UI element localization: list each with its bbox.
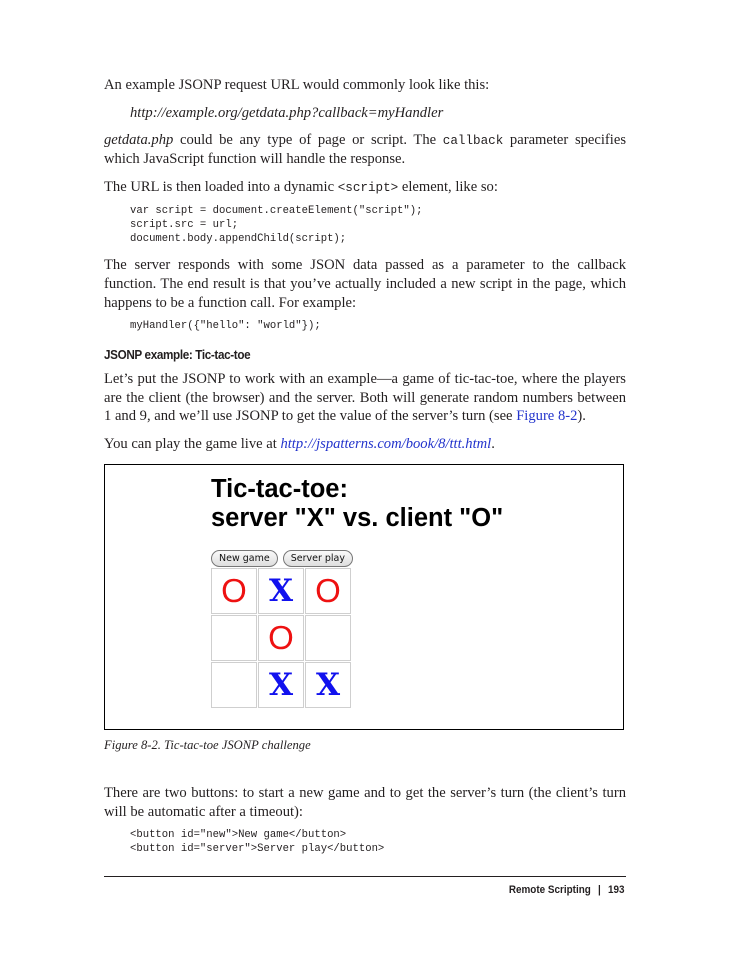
example-url: http://example.org/getdata.php?callback=myHandler <box>130 104 444 121</box>
board-cell[interactable]: X <box>258 662 304 708</box>
footer-section: Remote Scripting <box>509 884 592 896</box>
figure-caption: Figure 8-2. Tic-tac-toe JSONP challenge <box>104 738 311 752</box>
callback-code: callback <box>442 133 504 148</box>
page-body <box>104 76 626 454</box>
getdata-paragraph: getdata.php could be any type of page or script. The callback parameter specifies which JavaScript function will handle the response. <box>104 131 626 168</box>
play-live-paragraph: You can play the game live at http://jspatterns.com/book/8/ttt.html. <box>104 435 495 452</box>
new-game-button[interactable]: New game <box>211 550 278 567</box>
board-cell[interactable]: X <box>258 568 304 614</box>
footer-rule <box>104 876 626 877</box>
page-footer <box>509 884 625 896</box>
figure-link[interactable]: Figure 8-2 <box>516 408 578 425</box>
page-body-after-figure <box>104 784 626 866</box>
server-play-button[interactable]: Server play <box>283 550 353 567</box>
tictactoe-paragraph: Let’s put the JSONP to work with an example—a game of tic-tac-toe, where the players are the client (the browser) and the server. Both will generate random numbers between 1 and 9, and we’ll use JSONP to get the value of the server’s turn (see Figure 8-2). <box>104 371 626 425</box>
script-tag-code: <script> <box>337 180 399 195</box>
buttons-paragraph: There are two buttons: to start a new game and to get the server’s turn (the client’s turn will be automatic after a timeout): <box>104 785 626 820</box>
board-cell[interactable] <box>305 615 351 661</box>
script-paragraph: The URL is then loaded into a dynamic <script> element, like so: <box>104 178 498 195</box>
figure-screenshot <box>104 464 624 730</box>
page-number: 193 <box>608 884 625 896</box>
section-heading: JSONP example: Tic-tac-toe <box>104 347 251 363</box>
tictactoe-board <box>211 568 352 709</box>
game-title: Tic-tac-toe: server "X" vs. client "O" <box>211 475 504 532</box>
code-block-script: var script = document.createElement("script"); script.src = url; document.body.appendChild(script); <box>130 205 423 246</box>
code-block-buttons: <button id="new">New game</button> <button id="server">Server play</button> <box>130 829 385 856</box>
board-cell[interactable]: O <box>258 615 304 661</box>
board-cell[interactable] <box>211 662 257 708</box>
board-cell[interactable]: O <box>211 568 257 614</box>
game-url-link[interactable]: http://jspatterns.com/book/8/ttt.html <box>280 435 492 452</box>
board-cell[interactable]: X <box>305 662 351 708</box>
game-buttons <box>211 550 353 567</box>
intro-paragraph: An example JSONP request URL would commonly look like this: <box>104 77 490 93</box>
code-block-handler: myHandler({"hello": "world"}); <box>130 320 321 333</box>
getdata-term: getdata.php <box>104 131 174 148</box>
response-paragraph: The server responds with some JSON data passed as a parameter to the callback function. The end result is that you’ve actually included a new script in the page, which happens to be a function call. For example: <box>104 257 626 311</box>
board-cell[interactable] <box>211 615 257 661</box>
footer-separator: | <box>598 884 602 896</box>
board-cell[interactable]: O <box>305 568 351 614</box>
